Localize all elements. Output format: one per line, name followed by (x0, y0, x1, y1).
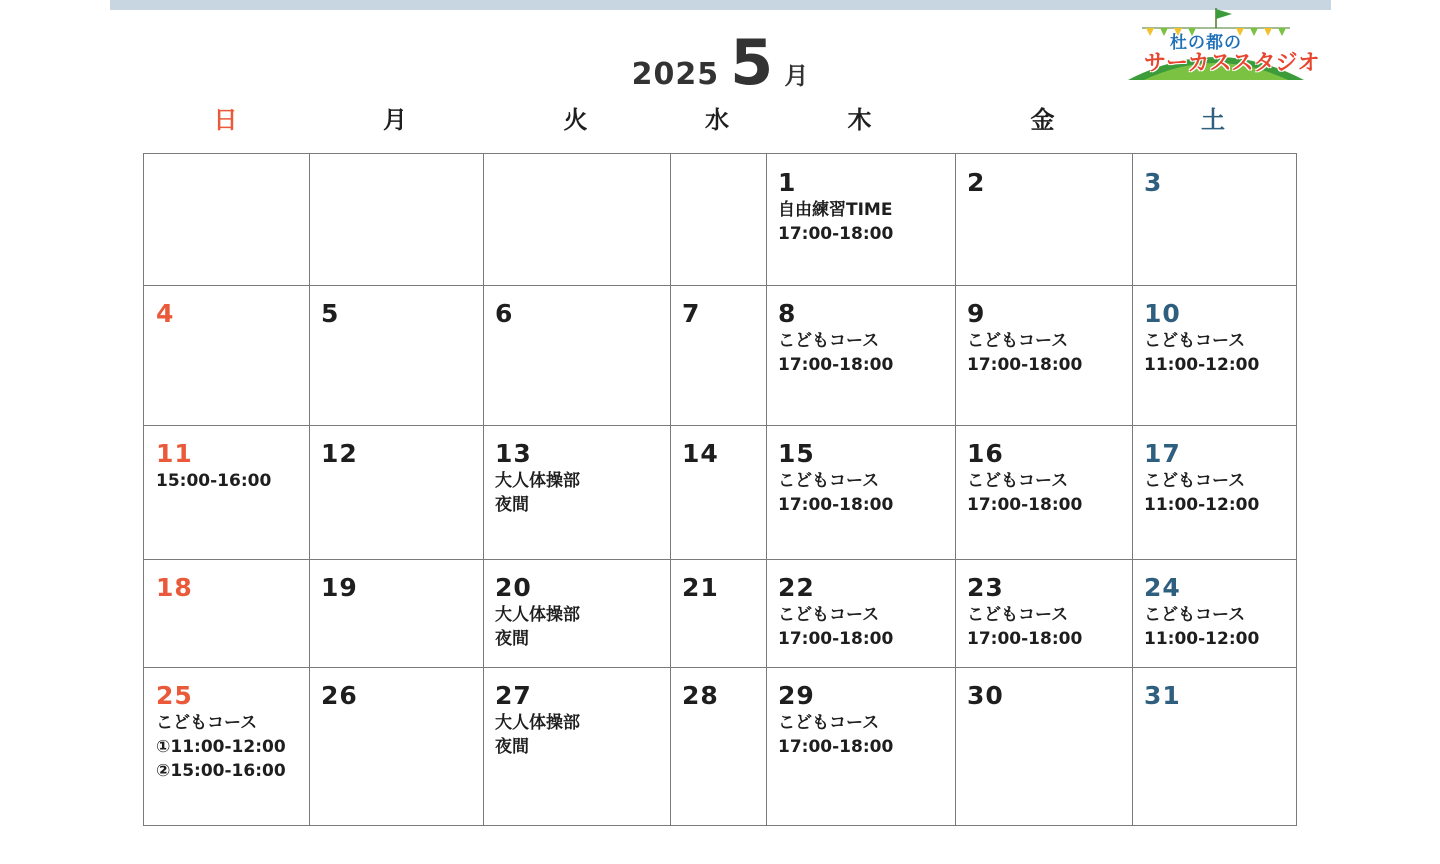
day-cell-19[interactable] (309, 559, 483, 667)
day-cell-23[interactable] (955, 559, 1132, 667)
day-cell-8[interactable] (766, 285, 955, 425)
event-detail: 17:00-18:00 (967, 629, 1083, 649)
event-detail: 17:00-18:00 (778, 495, 894, 515)
day-number: 15 (778, 439, 815, 468)
day-cell-10[interactable] (1132, 285, 1296, 425)
day-number: 4 (156, 299, 175, 328)
day-number: 24 (1144, 573, 1181, 602)
event-detail: 17:00-18:00 (967, 495, 1083, 515)
day-number: 8 (778, 299, 797, 328)
day-number: 13 (495, 439, 532, 468)
day-number: 22 (778, 573, 815, 602)
day-number: 10 (1144, 299, 1181, 328)
day-cell-5[interactable] (309, 285, 483, 425)
day-number: 19 (321, 573, 358, 602)
day-cell-24[interactable] (1132, 559, 1296, 667)
day-cell-25[interactable] (144, 667, 309, 825)
event-title: こどもコース (967, 331, 1069, 351)
day-cell-12[interactable] (309, 425, 483, 559)
day-cell-22[interactable] (766, 559, 955, 667)
day-number: 3 (1144, 168, 1163, 197)
event-title: こどもコース (778, 713, 880, 733)
day-number: 28 (682, 681, 719, 710)
event-title: こどもコース (778, 605, 880, 625)
day-number: 12 (321, 439, 358, 468)
day-cell-21[interactable] (670, 559, 766, 667)
day-number: 11 (156, 439, 193, 468)
day-number: 30 (967, 681, 1004, 710)
day-number: 20 (495, 573, 532, 602)
logo-text-main: サーカススタジオ (1144, 51, 1320, 76)
day-cell-17[interactable] (1132, 425, 1296, 559)
calendar-grid (143, 153, 1297, 826)
event-title: こどもコース (967, 471, 1069, 491)
event-detail: 17:00-18:00 (778, 224, 894, 244)
weekday-sunday: 日 (213, 106, 238, 134)
event-detail: 11:00-12:00 (1144, 495, 1260, 515)
event-title: こどもコース (778, 471, 880, 491)
studio-logo (1124, 6, 1320, 84)
day-cell-20[interactable] (483, 559, 670, 667)
day-number: 23 (967, 573, 1004, 602)
day-cell-1[interactable] (766, 154, 955, 285)
event-detail: 11:00-12:00 (1144, 355, 1260, 375)
month-unit-label: 月 (784, 62, 809, 90)
event-detail: 17:00-18:00 (778, 355, 894, 375)
day-number: 26 (321, 681, 358, 710)
event-title: こどもコース (1144, 605, 1246, 625)
day-number: 1 (778, 168, 797, 197)
day-cell-28[interactable] (670, 667, 766, 825)
day-cell-30[interactable] (955, 667, 1132, 825)
day-cell-29[interactable] (766, 667, 955, 825)
event-detail: 夜間 (495, 629, 529, 649)
empty-day-cell (144, 154, 309, 285)
empty-day-cell (483, 154, 670, 285)
event-title: 大人体操部 (495, 713, 580, 733)
empty-day-cell (670, 154, 766, 285)
day-cell-26[interactable] (309, 667, 483, 825)
day-cell-27[interactable] (483, 667, 670, 825)
day-number: 9 (967, 299, 986, 328)
event-detail: ①11:00-12:00 (156, 737, 286, 757)
event-title: 大人体操部 (495, 605, 580, 625)
event-detail: 11:00-12:00 (1144, 629, 1260, 649)
month-number: 5 (730, 26, 774, 99)
event-detail: 17:00-18:00 (967, 355, 1083, 375)
event-detail: 夜間 (495, 737, 529, 757)
event-detail: 17:00-18:00 (778, 629, 894, 649)
empty-day-cell (309, 154, 483, 285)
weekday-header-row (0, 102, 1440, 138)
day-cell-9[interactable] (955, 285, 1132, 425)
day-number: 6 (495, 299, 514, 328)
year-label: 2025 (631, 57, 720, 92)
logo-text-top: 杜の都の (1170, 33, 1242, 53)
day-number: 21 (682, 573, 719, 602)
day-number: 17 (1144, 439, 1181, 468)
event-detail: 夜間 (495, 495, 529, 515)
event-detail: ②15:00-16:00 (156, 761, 286, 781)
event-detail: 15:00-16:00 (156, 471, 272, 491)
day-number: 14 (682, 439, 719, 468)
day-cell-2[interactable] (955, 154, 1132, 285)
day-number: 7 (682, 299, 701, 328)
event-title: こどもコース (778, 331, 880, 351)
event-detail: 17:00-18:00 (778, 737, 894, 757)
event-title: 自由練習TIME (778, 200, 893, 220)
day-cell-13[interactable] (483, 425, 670, 559)
event-title: こどもコース (156, 713, 258, 733)
day-cell-6[interactable] (483, 285, 670, 425)
day-number: 5 (321, 299, 340, 328)
day-number: 16 (967, 439, 1004, 468)
event-title: こどもコース (1144, 471, 1246, 491)
day-cell-11[interactable] (144, 425, 309, 559)
day-cell-16[interactable] (955, 425, 1132, 559)
weekday-friday: 金 (1030, 106, 1055, 134)
weekday-tuesday: 火 (563, 106, 588, 134)
day-number: 18 (156, 573, 193, 602)
day-cell-15[interactable] (766, 425, 955, 559)
event-title: こどもコース (967, 605, 1069, 625)
weekday-wednesday: 水 (705, 106, 729, 134)
weekday-thursday: 木 (847, 106, 872, 134)
event-title: 大人体操部 (495, 471, 580, 491)
day-cell-14[interactable] (670, 425, 766, 559)
day-cell-18[interactable] (144, 559, 309, 667)
day-number: 27 (495, 681, 532, 710)
weekday-monday: 月 (383, 106, 407, 134)
event-title: こどもコース (1144, 331, 1246, 351)
day-number: 29 (778, 681, 815, 710)
weekday-saturday: 土 (1201, 106, 1225, 134)
day-cell-31[interactable] (1132, 667, 1296, 825)
day-number: 25 (156, 681, 193, 710)
day-cell-4[interactable] (144, 285, 309, 425)
day-cell-7[interactable] (670, 285, 766, 425)
day-number: 2 (967, 168, 986, 197)
day-cell-3[interactable] (1132, 154, 1296, 285)
day-number: 31 (1144, 681, 1181, 710)
